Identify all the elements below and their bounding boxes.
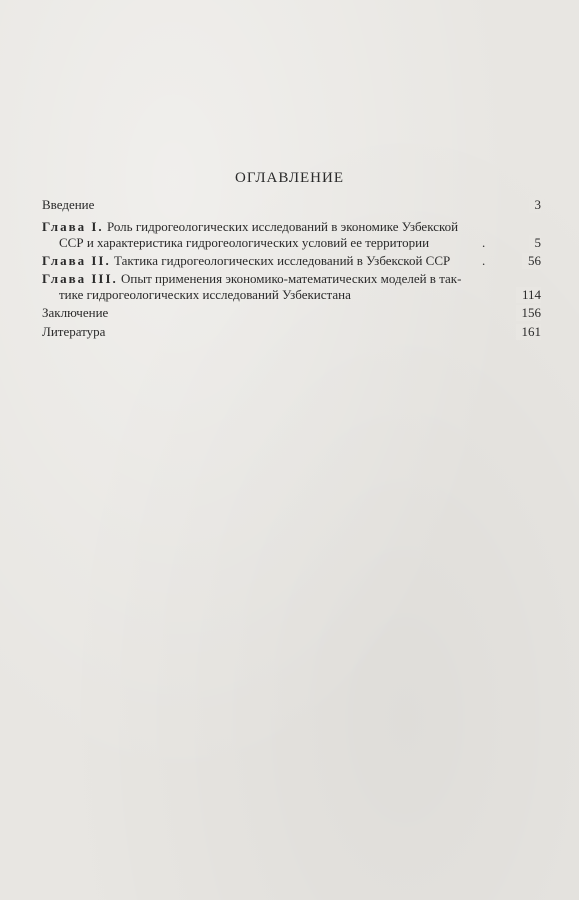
toc-entry-chapter-2: Глава II. Тактика гидрогеологических исследований в Узбекской ССР . 56 <box>42 253 541 268</box>
chapter-prefix: Глава II. <box>42 253 111 268</box>
toc-entry-chapter-1: Глава I. Роль гидрогеологических исследований в экономике Узбекской ССР и характеристика гидрогеологических условий ее территории . 5 <box>42 219 541 250</box>
toc-entry-label: Введение <box>42 197 95 212</box>
chapter-title-line1: Опыт применения экономико-математических моделей в так- <box>121 271 462 286</box>
toc-entry-introduction <box>42 197 541 213</box>
toc-page-number: 114 <box>516 287 541 303</box>
chapter-title: Тактика гидрогеологических исследований в Узбекской ССР <box>114 253 451 268</box>
toc-page-number: 3 <box>529 197 542 213</box>
chapter-title-line1: Роль гидрогеологических исследований в экономике Узбекской <box>106 219 459 234</box>
chapter-prefix: Глава I. <box>42 219 104 234</box>
chapter-title-line2: ССР и характеристика гидрогеологических условий ее территории <box>59 235 430 250</box>
toc-entry-chapter-3 <box>42 271 541 303</box>
toc-page-number: 56 <box>522 253 541 269</box>
leader-dots <box>128 305 505 321</box>
toc-entry-conclusion <box>42 305 541 321</box>
toc-page-number: 156 <box>516 305 542 321</box>
chapter-title-line2: тике гидрогеологических исследований Узбекистана <box>59 287 351 302</box>
toc-entry-literature <box>42 324 541 340</box>
leader-dots <box>118 197 515 213</box>
toc-title: ОГЛАВЛЕНИЕ <box>235 170 344 186</box>
leader-dots <box>128 324 505 340</box>
toc-entry-label: Заключение <box>42 305 109 320</box>
leader-dots <box>430 287 502 303</box>
toc-entry-label: Литература <box>42 324 106 339</box>
toc-page-number: 5 <box>529 235 542 251</box>
toc-page-number: 161 <box>516 324 542 340</box>
chapter-prefix: Глава III. <box>42 271 118 286</box>
